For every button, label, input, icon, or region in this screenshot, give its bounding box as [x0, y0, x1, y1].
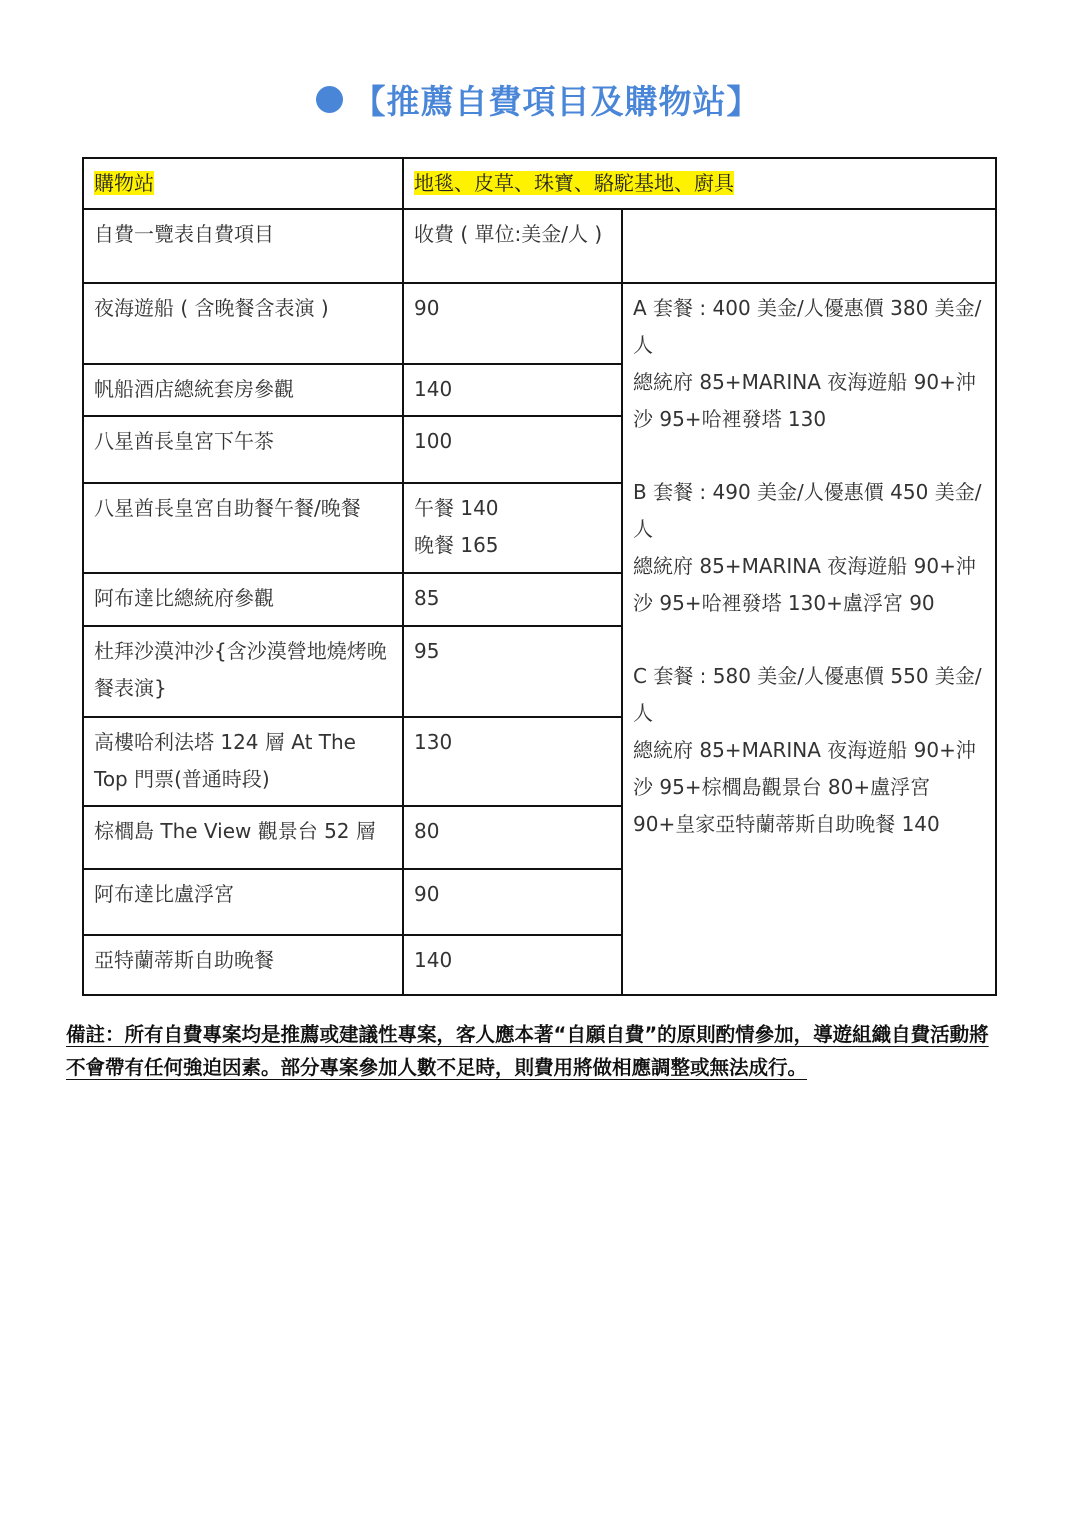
row-item: 夜海遊船 ( 含晚餐含表演 ): [83, 283, 403, 364]
table-header-row: [83, 209, 996, 283]
header-fee: 收費 ( 單位:美金/人 ): [403, 209, 622, 283]
shopping-label-cell: [83, 158, 403, 209]
package-b-heading: B 套餐 : 490 美金/人優惠價 450 美金/人: [633, 480, 982, 541]
header-item: 自費一覽表自費項目: [83, 209, 403, 283]
bullet-dot-icon: [316, 86, 343, 113]
row-item: 阿布達比盧浮宮: [83, 869, 403, 935]
shopping-value: 地毯、皮草、珠寶、駱駝基地、廚具: [414, 171, 734, 195]
row-item: 亞特蘭蒂斯自助晚餐: [83, 935, 403, 995]
page-title-text: 【推薦自費項目及購物站】: [352, 82, 761, 121]
row-fee-dinner: 晚餐 165: [414, 533, 499, 557]
row-fee: 140: [403, 364, 622, 416]
shopping-value-cell: [403, 158, 996, 209]
row-fee: 100: [403, 416, 622, 483]
shopping-label: 購物站: [94, 171, 154, 195]
row-fee: 80: [403, 806, 622, 869]
fee-table: [82, 157, 997, 996]
row-item: 帆船酒店總統套房參觀: [83, 364, 403, 416]
row-item: 高樓哈利法塔 124 層 At The Top 門票(普通時段): [83, 717, 403, 806]
package-c-heading: C 套餐 : 580 美金/人優惠價 550 美金/人: [633, 664, 982, 725]
table-row: [83, 283, 996, 364]
package-a: [633, 290, 985, 438]
row-item: 八星酋長皇宮下午茶: [83, 416, 403, 483]
row-fee: 130: [403, 717, 622, 806]
page-title: [0, 76, 1076, 123]
package-b: [633, 474, 985, 622]
remarks-note: 備註：所有自費專案均是推薦或建議性專案，客人應本著“自願自費”的原則酌情參加，導遊組織自費活動將不會帶有任何強迫因素。部分專案參加人數不足時，則費用將做相應調整或無法成行。: [66, 1023, 989, 1079]
row-fee: 85: [403, 573, 622, 626]
row-item: 杜拜沙漠沖沙{含沙漠營地燒烤晚餐表演}: [83, 626, 403, 717]
package-a-heading: A 套餐 : 400 美金/人優惠價 380 美金/人: [633, 296, 982, 357]
row-fee: 90: [403, 869, 622, 935]
packages-cell: [622, 283, 996, 995]
header-empty: [622, 209, 996, 283]
row-fee-lunch: 午餐 140: [414, 496, 499, 520]
row-fee: 140: [403, 935, 622, 995]
row-item: 棕櫚島 The View 觀景台 52 層: [83, 806, 403, 869]
row-fee: 90: [403, 283, 622, 364]
row-fee: [403, 483, 622, 573]
package-c-detail: 總統府 85+MARINA 夜海遊船 90+沖沙 95+棕櫚島觀景台 80+盧浮宮 90+皇家亞特蘭蒂斯自助晚餐 140: [633, 738, 976, 836]
row-item: 阿布達比總統府參觀: [83, 573, 403, 626]
shopping-row: [83, 158, 996, 209]
package-b-detail: 總統府 85+MARINA 夜海遊船 90+沖沙 95+哈裡發塔 130+盧浮宮 90: [633, 554, 976, 615]
row-fee: 95: [403, 626, 622, 717]
row-item: 八星酋長皇宮自助餐午餐/晚餐: [83, 483, 403, 573]
package-a-detail: 總統府 85+MARINA 夜海遊船 90+沖沙 95+哈裡發塔 130: [633, 370, 976, 431]
package-c: [633, 658, 985, 843]
